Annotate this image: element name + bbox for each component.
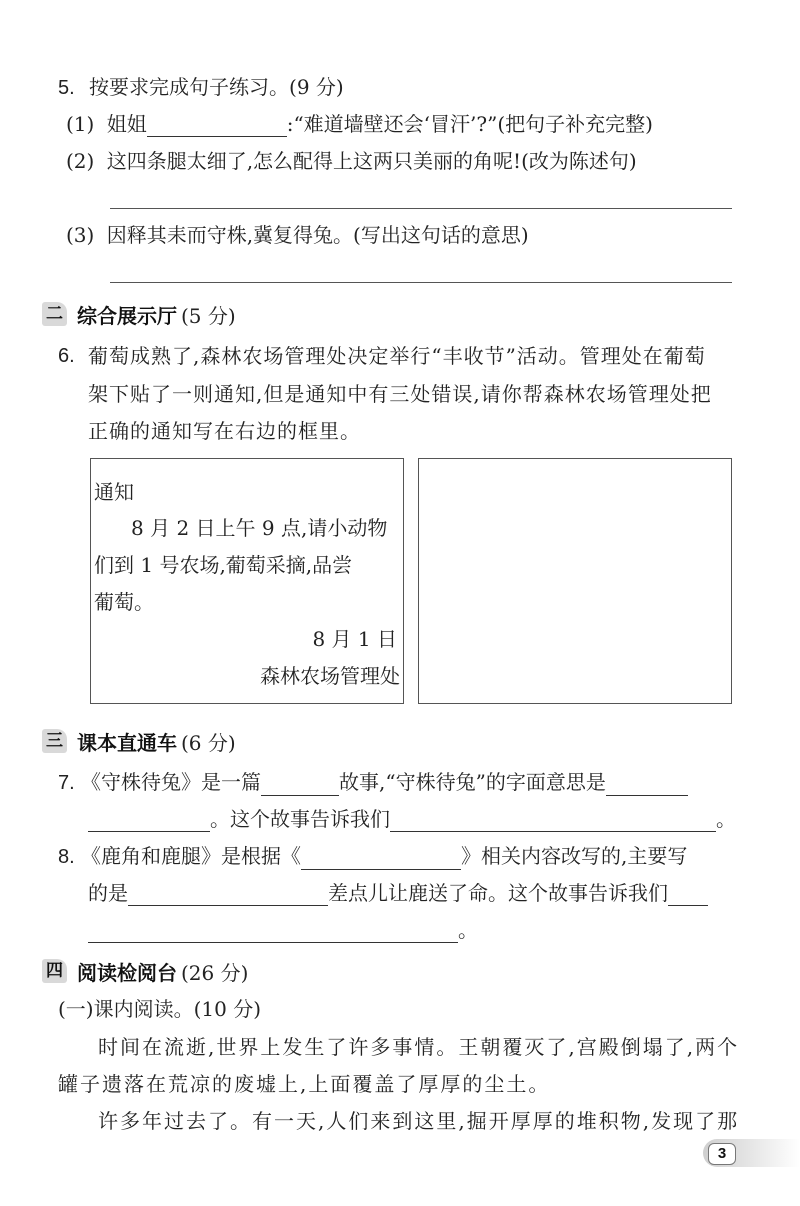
- q8-number: 8.: [58, 846, 75, 868]
- q5-part1-label: (1): [66, 112, 95, 136]
- q8-blank-4[interactable]: [88, 922, 458, 943]
- q7-text-d: 。: [716, 807, 736, 831]
- section-2-badge: 二: [42, 302, 67, 326]
- reading-subtitle: (一)课内阅读。(10 分): [58, 997, 262, 1021]
- notice-body-line-3: 葡萄。: [94, 590, 154, 614]
- q7-text-c: 。这个故事告诉我们: [210, 807, 390, 831]
- section-4-score: (26 分): [181, 960, 249, 985]
- q5-part2: [66, 148, 637, 174]
- q5-part1-after: :“难道墙壁还会‘冒汗’?”(把句子补充完整): [286, 112, 653, 136]
- section-3-badge: 三: [42, 729, 67, 753]
- q5-part3-label: (3): [66, 223, 95, 247]
- page-number: 3: [708, 1143, 736, 1165]
- section-3-score: (6 分): [181, 730, 236, 755]
- answer-box[interactable]: [418, 458, 732, 704]
- q8-line-2: [88, 880, 708, 906]
- q6-line-1: 葡萄成熟了,森林农场管理处决定举行“丰收节”活动。管理处在葡萄: [88, 344, 706, 368]
- section-3-title: 课本直通车: [77, 730, 177, 755]
- reading-line-2: 罐子遗落在荒凉的废墟上,上面覆盖了厚厚的尘土。: [58, 1072, 551, 1096]
- q7-blank-1[interactable]: [261, 775, 339, 796]
- q8-text-a: 《鹿角和鹿腿》是根据《: [81, 844, 302, 868]
- q5-part1: [66, 111, 653, 137]
- q8-blank-1[interactable]: [301, 849, 461, 870]
- q8-text-d: 差点儿让鹿送了命。这个故事告诉我们: [328, 881, 668, 905]
- q5-part3: [66, 222, 529, 248]
- q7-text-a: 《守株待兔》是一篇: [81, 770, 262, 794]
- q8-line-1: [58, 843, 687, 870]
- q5-part2-label: (2): [66, 149, 95, 173]
- q8-text-b: 》相关内容改写的,主要写: [461, 844, 688, 868]
- q8-line-3: [88, 917, 478, 943]
- notice-box: [90, 458, 404, 704]
- q6-line-3: 正确的通知写在右边的框里。: [88, 419, 361, 443]
- reading-line-3: 许多年过去了。有一天,人们来到这里,掘开厚厚的堆积物,发现了那: [98, 1109, 740, 1133]
- notice-signer: 森林农场管理处: [260, 664, 400, 688]
- q8-blank-3[interactable]: [668, 885, 708, 906]
- q8-text-e: 。: [458, 918, 478, 942]
- q7-blank-3[interactable]: [88, 811, 210, 832]
- q7-line-2: [88, 806, 736, 832]
- section-2-score: (5 分): [181, 303, 236, 328]
- q7-line-1: [58, 769, 688, 796]
- q5-title: 按要求完成句子练习。(9 分): [89, 75, 344, 99]
- q8-blank-2[interactable]: [128, 885, 328, 906]
- section-2-header: [42, 299, 236, 329]
- q5-part3-answer-line[interactable]: [110, 282, 732, 283]
- q5-part1-blank[interactable]: [147, 116, 287, 137]
- q7-blank-4[interactable]: [390, 811, 716, 832]
- notice-heading: 通知: [94, 480, 134, 504]
- q5-part1-before: 姐姐: [106, 112, 147, 136]
- q8-text-c: 的是: [88, 881, 128, 905]
- q6-number: 6.: [58, 345, 75, 367]
- notice-date: 8 月 1 日: [312, 627, 397, 651]
- notice-body-line-1: 8 月 2 日上午 9 点,请小动物: [131, 516, 388, 540]
- q5-title-row: [58, 74, 344, 101]
- q5-number: 5.: [58, 77, 75, 99]
- section-4-header: [42, 956, 248, 986]
- reading-line-1: 时间在流逝,世界上发生了许多事情。王朝覆灭了,宫殿倒塌了,两个: [98, 1035, 740, 1059]
- q7-text-b: 故事,“守株待兔”的字面意思是: [339, 770, 606, 794]
- q7-blank-2[interactable]: [606, 775, 688, 796]
- notice-body-line-2: 们到 1 号农场,葡萄采摘,品尝: [94, 553, 353, 577]
- section-4-badge: 四: [42, 959, 67, 983]
- section-4-title: 阅读检阅台: [77, 960, 177, 985]
- q5-part3-text: 因释其耒而守株,冀复得兔。(写出这句话的意思): [106, 223, 529, 247]
- q6-line-2: 架下贴了一则通知,但是通知中有三处错误,请你帮森林农场管理处把: [88, 382, 712, 406]
- q7-number: 7.: [58, 772, 75, 794]
- section-3-header: [42, 726, 236, 756]
- section-2-title: 综合展示厅: [77, 303, 177, 328]
- q5-part2-answer-line[interactable]: [110, 208, 732, 209]
- q5-part2-text: 这四条腿太细了,怎么配得上这两只美丽的角呢!(改为陈述句): [106, 149, 637, 173]
